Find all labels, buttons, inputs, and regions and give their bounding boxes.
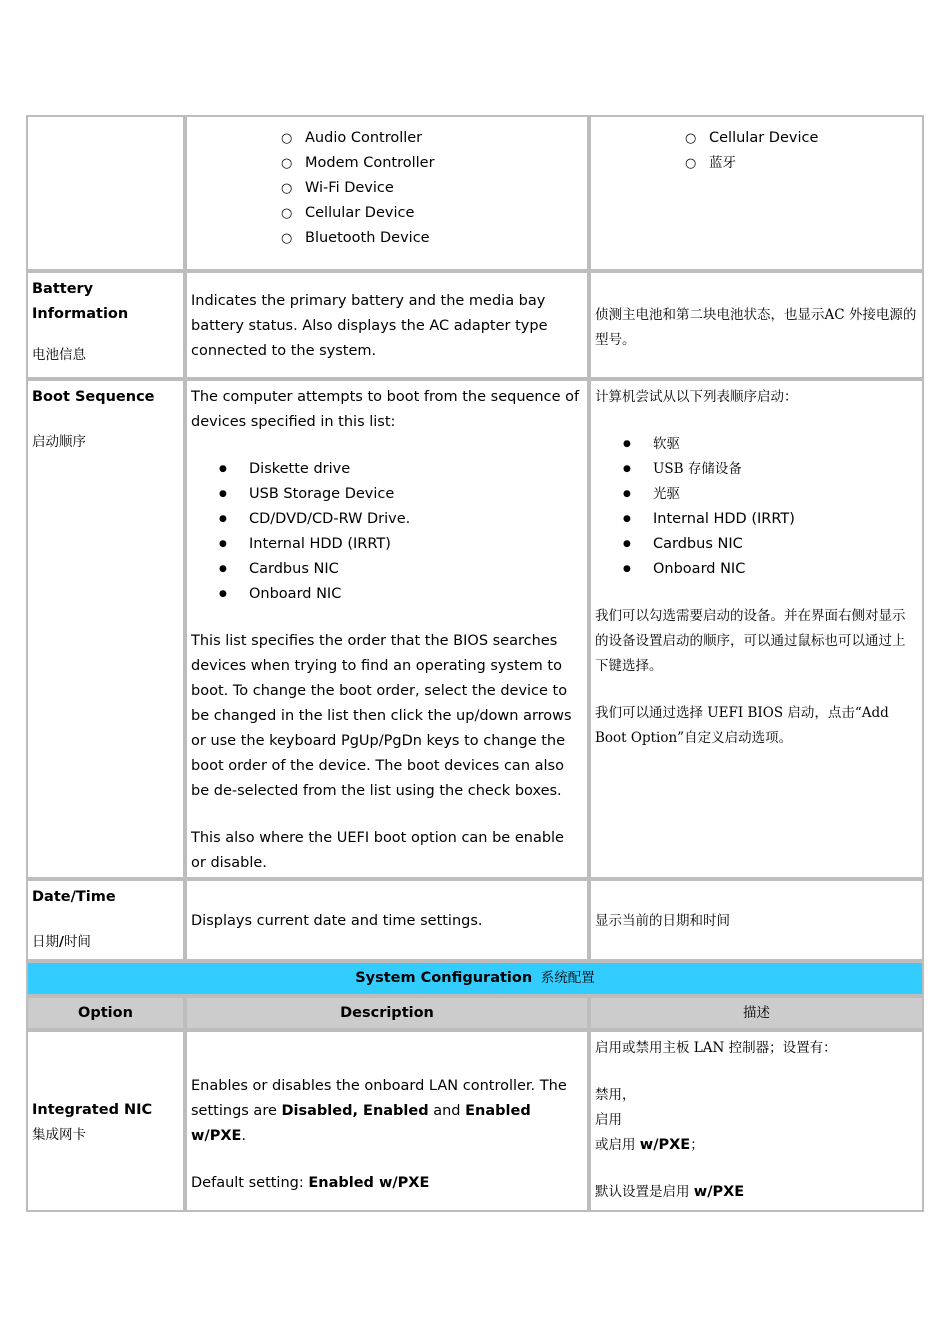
battery-option-title: Battery Information — [32, 281, 129, 322]
list-item: ● 软驱 — [653, 432, 918, 457]
list-item: ● USB Storage Device — [249, 482, 583, 507]
list-item: ● Onboard NIC — [653, 557, 918, 582]
list-item: ● Onboard NIC — [249, 582, 583, 607]
boot-desc-en-para1: This list specifies the order that the BIOS searches devices when trying to find an operating system to boot. To change the boot order, select the device to be changed in the list then click the up/down arrows or use the keyboard PgUp/PgDn keys to change the boot order of the device. The boot devices can also be de-selected from the list using the check boxes. — [191, 633, 572, 799]
datetime-option-cell — [26, 879, 185, 961]
nic-option-cn: 集成网卡 — [32, 1127, 86, 1143]
boot-desc-en-intro: The computer attempts to boot from the sequence of devices specified in this list: — [191, 389, 580, 430]
battery-desc-en: Indicates the primary battery and the media bay battery status. Also displays the AC adapter type connected to the system. — [191, 293, 548, 359]
boot-desc-en-para2: This also where the UEFI boot option can be enable or disable. — [191, 830, 564, 871]
boot-option-cn: 启动顺序 — [32, 434, 86, 450]
boot-option-cell — [26, 379, 185, 879]
wireless-en-list — [305, 126, 587, 251]
battery-option-cell — [26, 271, 185, 379]
datetime-desc-cn-cell — [589, 879, 924, 961]
nic-cn-line1: 启用或禁用主板 LAN 控制器；设置有： — [595, 1040, 837, 1056]
list-item: ● Internal HDD (IRRT) — [653, 507, 918, 532]
list-item: ● Diskette drive — [249, 457, 583, 482]
list-item: ○ Audio Controller — [305, 126, 587, 151]
wireless-option-cell — [26, 115, 185, 271]
list-item: ○ 蓝牙 — [709, 151, 922, 176]
datetime-desc-en-cell — [185, 879, 589, 961]
nic-cn-line3: 启用 — [595, 1112, 622, 1128]
section-header — [26, 961, 924, 996]
list-item: ● Cardbus NIC — [249, 557, 583, 582]
list-item: ● 光驱 — [653, 482, 918, 507]
nic-option-title: Integrated NIC — [32, 1102, 153, 1118]
battery-desc-cn-cell — [589, 271, 924, 379]
nic-cn-line2: 禁用， — [595, 1087, 636, 1103]
boot-en-list — [249, 457, 583, 607]
nic-cn-line5: 默认设置是启用 w/PXE — [595, 1184, 745, 1200]
col-header-option: Option — [26, 996, 185, 1030]
list-item: ○ Modem Controller — [305, 151, 587, 176]
nic-cn-line4: 或启用 w/PXE； — [595, 1137, 704, 1153]
col-header-description: Description — [185, 996, 589, 1030]
section-title: System Configuration — [355, 970, 533, 986]
boot-desc-cn-intro: 计算机尝试从以下列表顺序启动： — [595, 389, 798, 405]
nic-default: Default setting: Enabled w/PXE — [191, 1175, 430, 1191]
wireless-desc-en-cell — [185, 115, 589, 271]
datetime-desc-en: Displays current date and time settings. — [191, 913, 483, 929]
list-item: ● Cardbus NIC — [653, 532, 918, 557]
battery-option-cn: 电池信息 — [32, 347, 86, 363]
list-item: ● Internal HDD (IRRT) — [249, 532, 583, 557]
nic-desc-en: Enables or disables the onboard LAN controller. The settings are Disabled, Enabled and Enabled w/PXE. — [191, 1078, 567, 1144]
boot-desc-cn-para2: 我们可以通过选择 UEFI BIOS 启动，点击“Add Boot Option”自定义启动选项。 — [595, 705, 889, 746]
list-item: ○ Cellular Device — [305, 201, 587, 226]
wireless-desc-cn-cell — [589, 115, 924, 271]
datetime-option-title: Date/Time — [32, 889, 116, 905]
list-item: ○ Wi-Fi Device — [305, 176, 587, 201]
list-item: ● USB 存储设备 — [653, 457, 918, 482]
battery-desc-cn: 侦测主电池和第二块电池状态，也显示AC 外接电源的型号。 — [595, 307, 917, 348]
boot-desc-cn-para1: 我们可以勾选需要启动的设备。并在界面右侧对显示的设备设置启动的顺序，可以通过鼠标也可以通过上下键选择。 — [595, 608, 906, 674]
battery-desc-en-cell — [185, 271, 589, 379]
col-header-cn: 描述 — [589, 996, 924, 1030]
list-item: ○ Bluetooth Device — [305, 226, 587, 251]
nic-desc-en-cell — [185, 1030, 589, 1212]
datetime-option-cn: 日期/时间 — [32, 934, 91, 950]
boot-cn-list — [653, 432, 918, 582]
boot-desc-cn-cell — [589, 379, 924, 879]
nic-desc-cn-cell — [589, 1030, 924, 1212]
boot-option-title: Boot Sequence — [32, 389, 155, 405]
list-item: ○ Cellular Device — [709, 126, 922, 151]
section-title-cn: 系统配置 — [540, 970, 595, 986]
datetime-desc-cn: 显示当前的日期和时间 — [595, 913, 730, 929]
boot-desc-en-cell — [185, 379, 589, 879]
list-item: ● CD/DVD/CD-RW Drive. — [249, 507, 583, 532]
nic-option-cell — [26, 1030, 185, 1212]
wireless-cn-list — [709, 126, 922, 176]
